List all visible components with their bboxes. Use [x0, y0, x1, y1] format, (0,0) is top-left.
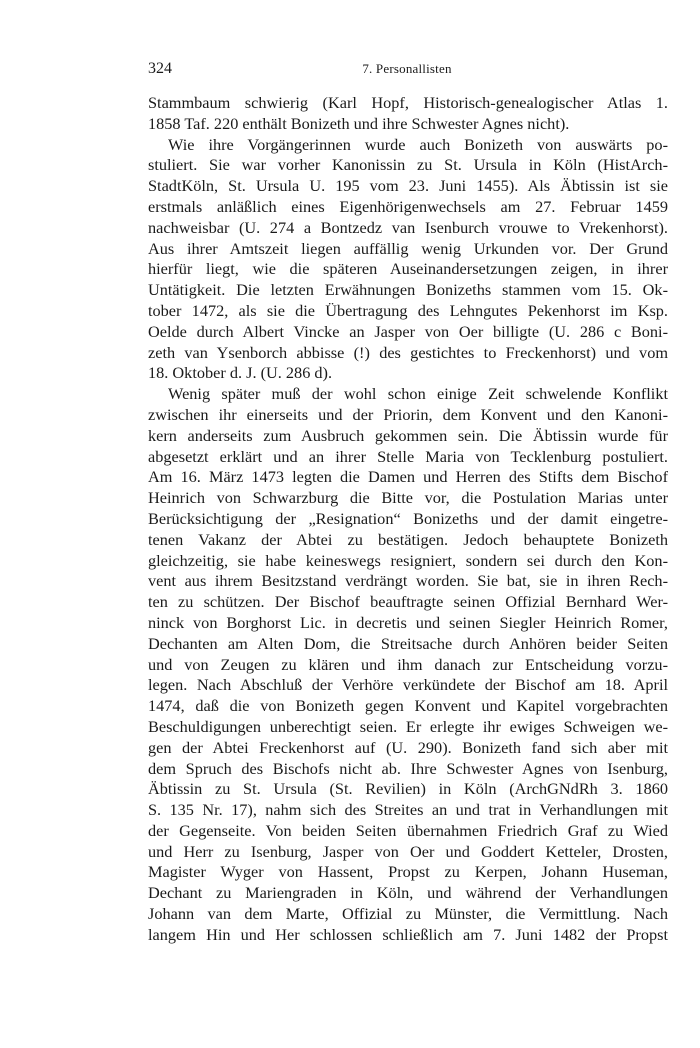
- body-text: [148, 93, 668, 946]
- text-line: dem Spruch des Bischofs nicht ab. Ihre Schwester Agnes von Isenburg,: [148, 758, 668, 778]
- text-line: Aus ihrer Amtszeit liegen auffällig wenig Urkunden vor. Der Grund: [148, 238, 668, 258]
- text-line: hierfür liegt, wie die späteren Auseinandersetzungen zeigen, in ihrer: [148, 259, 668, 279]
- text-line: Wenig später muß der wohl schon einige Zeit schwelende Konflikt: [168, 384, 668, 404]
- text-line: 18. Oktober d. J. (U. 286 d).: [148, 363, 333, 383]
- text-line: und von Zeugen zu klären und ihm danach zur Entscheidung vorzu-: [148, 654, 668, 674]
- text-line: Magister Wyger von Hassent, Propst zu Kerpen, Johann Huseman,: [148, 862, 668, 882]
- text-line: Untätigkeit. Die letzten Erwähnungen Bonizeths stammen vom 15. Ok-: [148, 280, 668, 300]
- text-line: der Gegenseite. Von beiden Seiten übernahmen Friedrich Graf zu Wied: [148, 820, 668, 840]
- page-header: [148, 60, 666, 84]
- text-line: vent aus ihrem Besitzstand verdrängt worden. Sie bat, sie in ihren Rech-: [148, 571, 668, 591]
- text-line: Johann van dem Marte, Offizial zu Münster, die Vermittlung. Nach: [148, 904, 668, 924]
- running-head: 7. Personallisten: [362, 61, 452, 76]
- text-line: nachweisbar (U. 274 a Bontzedz van Isenburch vrouwe to Vrekenhorst).: [148, 217, 668, 237]
- text-line: ninck von Borghorst Lic. in decretis und seinen Siegler Heinrich Romer,: [148, 612, 668, 632]
- text-line: zwischen ihr einerseits und der Priorin, dem Konvent und den Kanoni-: [148, 404, 668, 424]
- text-line: zeth van Ysenborch abbisse (!) des gestichtes to Freckenhorst) und vom: [148, 342, 668, 362]
- text-line: tober 1472, als sie die Übertragung des Lehngutes Pekenhorst im Ksp.: [148, 300, 668, 320]
- text-line: abgesetzt erklärt und an ihrer Stelle Maria von Tecklenburg postuliert.: [148, 446, 668, 466]
- text-line: kern anderseits zum Ausbruch gekommen sein. Die Äbtissin wurde für: [148, 425, 668, 445]
- text-line: StadtKöln, St. Ursula U. 195 vom 23. Juni 1455). Als Äbtissin ist sie: [148, 176, 668, 196]
- page-number: 324: [148, 60, 172, 77]
- text-line: Stammbaum schwierig (Karl Hopf, Historisch-genealogischer Atlas 1.: [148, 93, 668, 112]
- text-line: Äbtissin zu St. Ursula (St. Revilien) in Köln (ArchGNdRh 3. 1860: [148, 779, 668, 799]
- text-line: und Herr zu Isenburg, Jasper von Oer und Goddert Ketteler, Drosten,: [148, 841, 668, 861]
- text-line: legen. Nach Abschluß der Verhöre verkündete der Bischof am 18. April: [148, 675, 668, 695]
- text-line: Beschuldigungen unberechtigt seien. Er erlegte ihr ewiges Schweigen we-: [148, 716, 668, 736]
- text-line: Berücksichtigung der „Resignation“ Bonizeths und der damit eingetre-: [148, 508, 668, 528]
- text-line: Dechanten am Alten Dom, die Streitsache durch Anhören beider Seiten: [148, 633, 668, 653]
- text-line: Dechant zu Mariengraden in Köln, und während der Verhandlungen: [148, 883, 668, 903]
- text-line: gleichzeitig, sie habe keineswegs resigniert, sondern sei durch den Kon-: [148, 550, 668, 570]
- text-line: Oelde durch Albert Vincke an Jasper von Oer billigte (U. 286 c Boni-: [148, 321, 668, 341]
- text-line: langem Hin und Her schlossen schließlich am 7. Juni 1482 der Propst: [148, 924, 668, 944]
- text-line: gen der Abtei Freckenhorst auf (U. 290). Bonizeth fand sich aber mit: [148, 737, 668, 757]
- text-line: 1474, daß die von Bonizeth gegen Konvent und Kapitel vorgebrachten: [148, 696, 668, 716]
- text-line: ten zu schützen. Der Bischof beauftragte seinen Offizial Bernhard Wer-: [148, 592, 668, 612]
- text-line: S. 135 Nr. 17), nahm sich des Streites an und trat in Verhandlungen mit: [148, 800, 668, 820]
- text-line: Wie ihre Vorgängerinnen wurde auch Bonizeth von auswärts po-: [168, 134, 668, 154]
- text-line: 1858 Taf. 220 enthält Bonizeth und ihre Schwester Agnes nicht).: [148, 113, 570, 133]
- text-line: Am 16. März 1473 legten die Damen und Herren des Stifts dem Bischof: [148, 467, 668, 487]
- text-line: Heinrich von Schwarzburg die Bitte vor, die Postulation Marias unter: [148, 488, 668, 508]
- text-line: stuliert. Sie war vorher Kanonissin zu St. Ursula in Köln (HistArch-: [148, 155, 668, 175]
- text-line: erstmals anläßlich eines Eigenhörigenwechsels am 27. Februar 1459: [148, 196, 668, 216]
- text-line: tenen Vakanz der Abtei zu bestätigen. Jedoch behauptete Bonizeth: [148, 529, 668, 549]
